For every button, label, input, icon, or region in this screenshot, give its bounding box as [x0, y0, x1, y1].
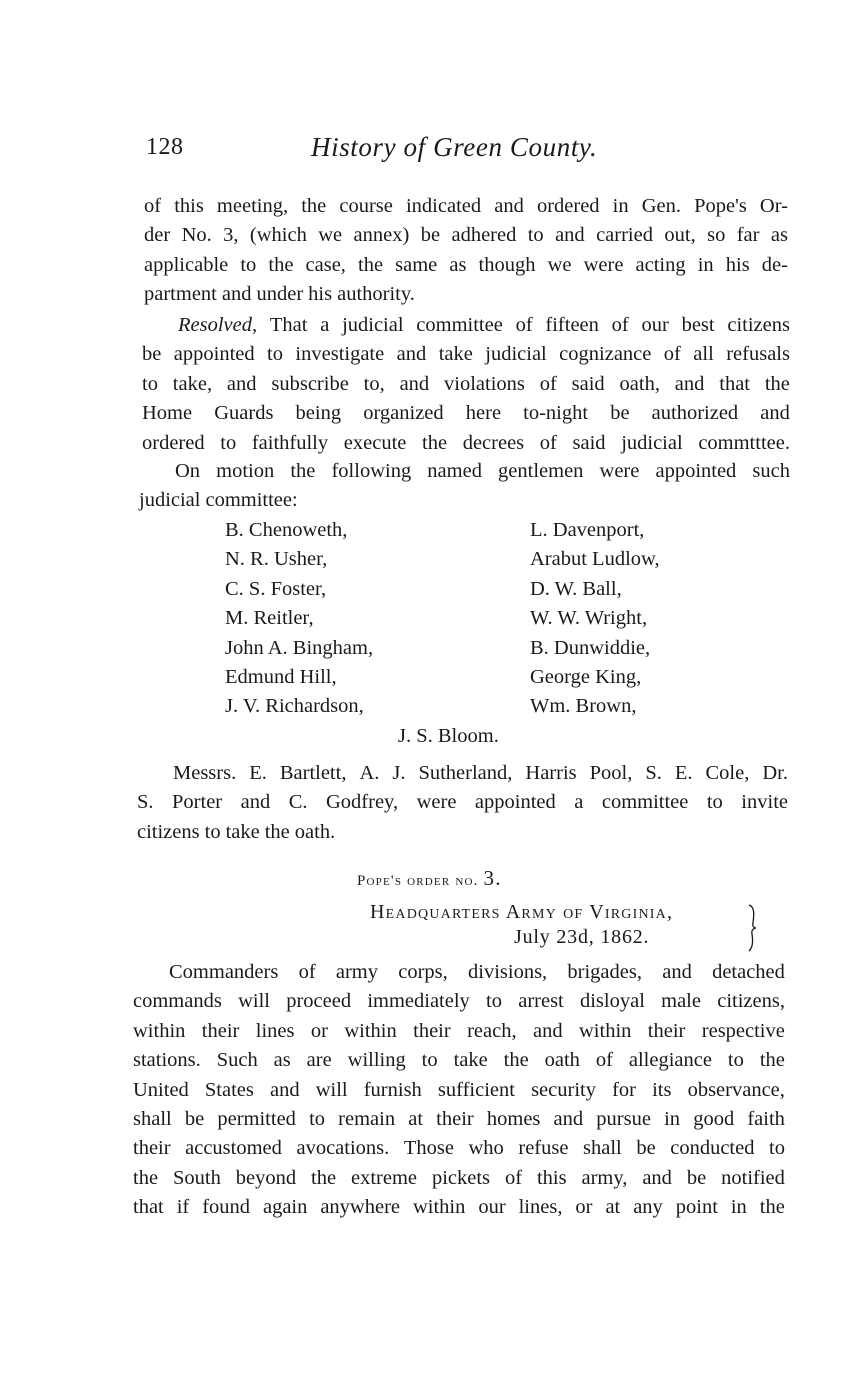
book-title: History of Green County. — [311, 132, 598, 162]
committee-member: Edmund Hill, — [225, 666, 337, 689]
text-line: within their lines or within their reach, and within their respective — [133, 1019, 785, 1042]
text-line: shall be permitted to remain at their homes and pursue in good faith — [133, 1108, 785, 1131]
text-line: their accustomed avocations. Those who refuse shall be conducted to — [133, 1137, 785, 1160]
text-line: of this meeting, the course indicated and ordered in Gen. Pope's Or- — [144, 195, 788, 217]
headquarters-line: Headquarters Army of Virginia, — [370, 901, 674, 923]
text-line: Home Guards being organized here to-night be authorized and — [142, 402, 790, 425]
text-line: On motion the following named gentlemen were appointed such — [175, 460, 790, 482]
text-line: der No. 3, (which we annex) be adhered to and carried out, so far as — [144, 224, 788, 247]
text-line: citizens to take the oath. — [137, 820, 336, 843]
paragraph-2-resolution — [142, 311, 790, 458]
resolved-lead-word: Resolved, — [178, 314, 258, 336]
text-line: S. Porter and C. Godfrey, were appointed a committee to invite — [137, 791, 788, 814]
text-line: judicial committee: — [139, 489, 298, 512]
order-heading-number: 3. — [483, 866, 502, 890]
committee-left-column — [225, 516, 373, 722]
paragraph-1 — [144, 192, 788, 310]
committee-member: D. W. Ball, — [530, 577, 622, 600]
committee-member: N. R. Usher, — [225, 548, 328, 571]
text-line: United States and will furnish sufficient security for its observance, — [133, 1078, 785, 1101]
paragraph-4-invite-committee — [137, 759, 788, 847]
committee-member: Arabut Ludlow, — [530, 548, 660, 571]
paragraph-3-motion — [139, 457, 790, 516]
committee-member: J. V. Richardson, — [225, 695, 364, 718]
text-line: stations. Such as are willing to take the oath of allegiance to the — [133, 1049, 785, 1072]
text-line: commands will proceed immediately to arrest disloyal male citizens, — [133, 990, 785, 1013]
order-heading — [357, 866, 502, 891]
dateline: July 23d, 1862. — [514, 926, 650, 948]
paragraph-5-order-text — [133, 958, 785, 1223]
text-line: Messrs. E. Bartlett, A. J. Sutherland, Harris Pool, S. E. Cole, Dr. — [173, 762, 788, 784]
page-number: 128 — [146, 134, 184, 160]
text-line: the South beyond the extreme pickets of this army, and be notified — [133, 1166, 785, 1189]
text-line: ordered to faithfully execute the decrees of said judicial commtttee. — [142, 431, 790, 454]
text-line: Resolved, That a judicial committee of fifteen of our best citizens — [142, 311, 790, 340]
committee-member: C. S. Foster, — [225, 577, 327, 600]
committee-final-member: J. S. Bloom. — [398, 725, 499, 747]
running-head — [146, 134, 646, 170]
text-line: applicable to the case, the same as though we were acting in his de- — [144, 253, 788, 276]
committee-member: M. Reitler, — [225, 607, 314, 630]
text-line: Commanders of army corps, divisions, brigades, and detached — [169, 961, 785, 983]
committee-member: George King, — [530, 666, 642, 689]
text-line: be appointed to investigate and take judicial cognizance of all refusals — [142, 343, 790, 366]
headquarters-dateline — [370, 900, 750, 950]
committee-member: B. Chenoweth, — [225, 519, 348, 541]
curly-brace-icon — [746, 903, 758, 953]
committee-member: John A. Bingham, — [225, 636, 374, 659]
text-line: to take, and subscribe to, and violations of said oath, and that the — [142, 372, 790, 395]
committee-member: Wm. Brown, — [530, 695, 637, 718]
text-line: that if found again anywhere within our lines, or at any point in the — [133, 1196, 785, 1219]
committee-member: W. W. Wright, — [530, 607, 648, 630]
committee-member: L. Davenport, — [530, 519, 645, 541]
text-line: partment and under his authority. — [144, 283, 415, 306]
order-heading-text: Pope's order no. — [357, 873, 479, 889]
committee-member: B. Dunwiddie, — [530, 636, 651, 659]
committee-right-column — [530, 516, 660, 722]
